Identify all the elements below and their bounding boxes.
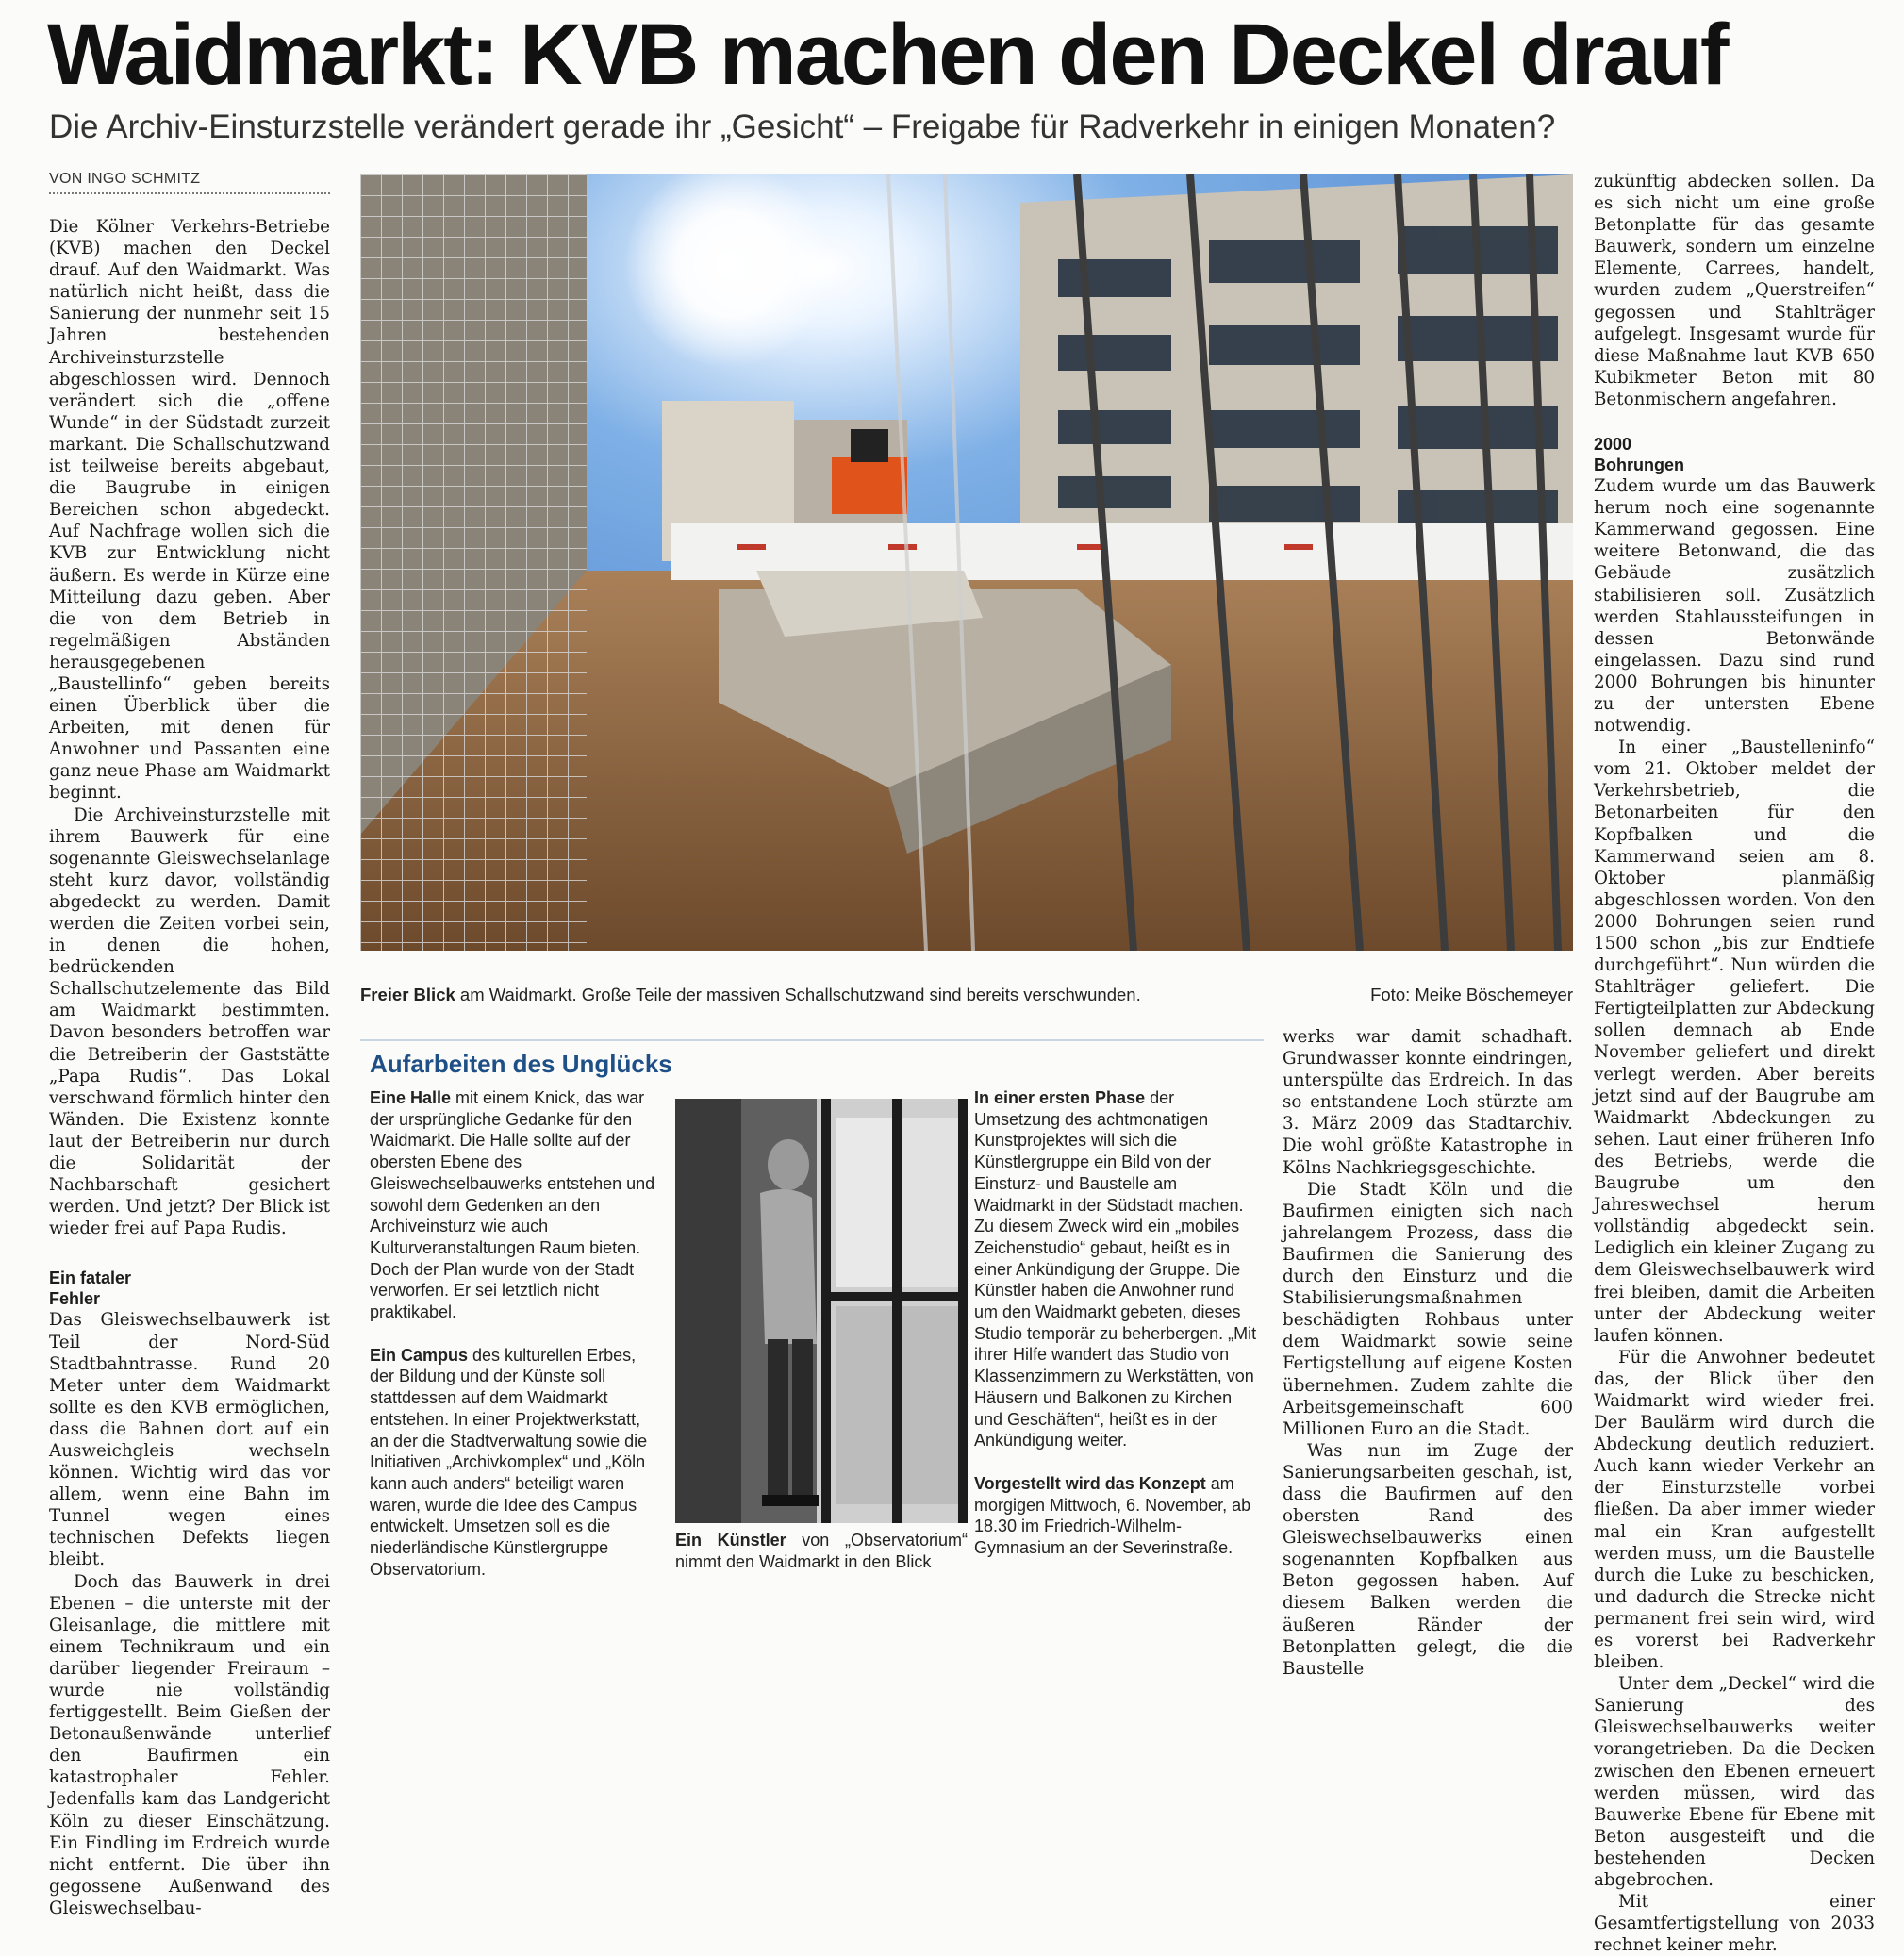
headline: Waidmarkt: KVB machen den Deckel drauf <box>47 7 1728 103</box>
box-paragraph <box>974 1087 1260 1451</box>
paragraph: In einer „Baustelleninfo“ vom 21. Oktober meldet der Verkehrsbetrieb, die Betonarbeiten für den Kopfbalken und die Kammerwand seien am 8. Oktober planmäßig abgeschlossen worden. Von den 2000 Bohrungen seien rund 1500 schon „bis zur Endtiefe durchgeführt“. Nun würden die Stahlträger geliefert. Die Fertigteilplatten zur Abdeckung sollen demnach ab Ende November geliefert und direkt verlegt werden. Aber bereits jetzt sind auf der Baugrube am Waidmarkt Abdeckungen zu sehen. Laut einer früheren Info des Betriebs, werde die Baugrube um den Jahreswechsel herum vollständig abgedeckt sein. Lediglich ein kleiner Zugang zu dem Gleiswechselbauwerk wird frei bleiben, damit die Arbeiten unter der Abdeckung weiter laufen können. <box>1594 738 1875 1346</box>
subheading: 2000 Bohrungen <box>1594 435 1684 475</box>
paragraph: Zudem wurde um das Bauwerk herum noch eine sogenannte Kammerwand gegossen. Eine weitere Betonwand, die das Gebäude zusätzlich stabilisieren soll. Zusätzlich werden Stahlaussteifungen in dessen Betonwände eingelassen. Dazu sind rund 2000 Bohrungen bis hinunter zu der untersten Ebene notwendig. <box>1594 476 1875 737</box>
artist-caption <box>675 1530 968 1572</box>
photo-caption <box>360 985 1573 1005</box>
box-column-a <box>370 1087 657 1601</box>
box-paragraph <box>974 1473 1260 1559</box>
paragraph: Die Archiveinsturzstelle mit ihrem Bauwerk für eine sogenannte Gleiswechselanlage steht kurz davor, vollständig abgedeckt zu werden. Damit werden die Zeiten vorbei sein, in denen die hohen, bedrückenden Schallschutzelemente das Bild am Waidmarkt bestimmten. Davon besonders betroffen war die Betreiberin der Gaststätte „Papa Rudis“. Das Lokal verschwand förmlich hinter den Wänden. Die Existenz konnte laut der Betreiberin nur durch die Solidarität der Nachbarschaft gesichert werden. Und jetzt? Der Blick ist wieder frei auf Papa Rudis. <box>49 804 330 1239</box>
byline: VON INGO SCHMITZ <box>49 171 330 194</box>
paragraph: Unter dem „Deckel“ wird die Sanierung des Gleiswechselbauwerks weiter vorangetrieben. Da die Decken zwischen den Ebenen erneuert werden müssen, wird das Bauwerke Ebene für Ebene mit Beton ausgesteift und die bestehenden Decken abgebrochen. <box>1594 1674 1875 1891</box>
subheadline: Die Archiv-Einsturzstelle verändert gerade ihr „Gesicht“ – Freigabe für Radverkehr in einigen Monaten? <box>49 108 1556 145</box>
box-paragraph <box>370 1087 657 1323</box>
article-column-4 <box>1283 1026 1573 1680</box>
paragraph: zukünftig abdecken sollen. Da es sich nicht um eine große Betonplatte für das gesamte Bauwerk, sondern um einzelne Elemente, Carrees, handelt, wurden zudem „Querstreifen“ gegossen und Stahlträger aufgelegt. Insgesamt wurde für diese Maßnahme laut KVB 650 Kubikmeter Beton mit 80 Betonmischern angefahren. <box>1594 172 1875 409</box>
box-paragraph <box>370 1345 657 1581</box>
construction-site-illustration <box>360 174 1573 951</box>
box-text: mit einem Knick, das war der ursprüngliche Gedanke für den Waidmarkt. Die Halle sollte auf der obersten Ebene des Gleiswechselbauwerks entstehen und sowohl dem Gedenken an den Archiveinsturz wie auch Kulturveranstaltungen Raum bieten. Doch der Plan wurde von der Stadt verworfen. Er sei letztlich nicht praktikabel. <box>370 1088 655 1322</box>
caption-text: am Waidmarkt. Große Teile der massiven Schallschutzwand sind bereits verschwunden. <box>455 985 1141 1004</box>
box-divider <box>360 1039 1264 1041</box>
photo-credit: Foto: Meike Böschemeyer <box>1370 985 1573 1004</box>
artist-caption-lead: Ein Künstler <box>675 1531 786 1550</box>
box-lead: Vorgestellt wird das Konzept <box>974 1473 1206 1493</box>
box-text: am morgigen Mittwoch, 6. November, ab 18.30 im Friedrich-Wilhelm-Gymnasium an der Severinstraße. <box>974 1473 1251 1558</box>
construction-site-photo <box>360 174 1573 951</box>
box-lead: In einer ersten Phase <box>974 1088 1146 1107</box>
paragraph: Was nun im Zuge der Sanierungsarbeiten geschah, ist, dass die Baufirmen auf den obersten Rand des Gleiswechselbauwerks einen sogenannten Kopfbalken aus Beton gegossen haben. Auf diesem Balken werden die äußeren Ränder der Betonplatten gelegt, die die Baustelle <box>1283 1440 1573 1679</box>
artist-photo <box>675 1099 968 1523</box>
paragraph: Doch das Bauwerk in drei Ebenen – die unterste mit der Gleisanlage, die mittlere mit einem Technikraum und ein darüber liegender Freiraum – wurde nie vollständig fertiggestellt. Beim Gießen der Betonaußenwände unterlief den Baufirmen ein katastrophaler Fehler. Jedenfalls kam das Landgericht Köln zu dieser Einschätzung. Ein Findling im Erdreich wurde nicht entfernt. Die über ihn gegossene Außenwand des Gleiswechselbau- <box>49 1571 330 1918</box>
box-text: des kulturellen Erbes, der Bildung und der Künste soll stattdessen auf dem Waidmarkt entstehen. In einer Projektwerkstatt, an der die Stadtverwaltung sowie die Initiativen „Archivkomplex“ und „Köln kann auch anders“ beteiligt waren waren, wurde die Idee des Campus entwickelt. Umsetzen soll es die niederländische Künstlergruppe Observatorium. <box>370 1345 648 1579</box>
caption-lead: Freier Blick <box>360 985 455 1004</box>
paragraph: werks war damit schadhaft. Grundwasser konnte eindringen, unterspülte das Erdreich. In das so entstandene Loch stürzte am 3. März 2009 das Stadtarchiv. Die wohl größte Katastrophe in Kölns Nachkriegsgeschichte. <box>1283 1027 1573 1178</box>
paragraph: Für die Anwohner bedeutet das, der Blick über den Waidmarkt wird wieder frei. Der Baulärm wird durch die Abdeckung deutlich reduziert. Auch kann wieder Verkehr an der Einsturzstelle vorbei fließen. Da aber immer wieder mal ein Kran aufgestellt werden muss, um die Baustelle durch die Luke zu beschicken, und dadurch die Strecke nicht permanent frei sein wird, wird es vorerst bei Radverkehr bleiben. <box>1594 1347 1875 1673</box>
paragraph: Die Kölner Verkehrs-Betriebe (KVB) machen den Deckel drauf. Auf den Waidmarkt. Was natürlich nicht heißt, dass die Sanierung der nunmehr seit 15 Jahren bestehenden Archiveinsturzstelle abgeschlossen wird. Dennoch verändert sich die „offene Wunde“ in der Südstadt zurzeit markant. Die Schallschutzwand ist teilweise bereits abgebaut, die Baugrube in einigen Bereichen schon abgedeckt. Auf Nachfrage wollen sich die KVB zur Entwicklung nicht äußern. Es werde in Kürze eine Mitteilung dazu geben. Aber die von dem Betrieb in regelmäßigen Abständen herausgegebenen „Baustellinfo“ geben bereits einen Überblick über die Arbeiten, mit denen für Anwohner und Passanten eine ganz neue Phase am Waidmarkt beginnt. <box>49 217 330 804</box>
box-text: der Umsetzung des achtmonatigen Kunstprojektes will sich die Künstlergruppe ein Bild von der Einsturz- und Baustelle am Waidmarkt in der Südstadt machen. Zu diesem Zweck wird ein „mobiles Zeichenstudio“ gebaut, heißt es in einer Ankündigung der Gruppe. Die Künstler haben die Anwohner rund um den Waidmarkt gebeten, dieses Studio temporär zu beherbergen. „Mit ihrer Hilfe wandert das Studio von Klassenzimmern zu Werkstätten, von Häusern und Balkonen zu Kirchen und Geschäften“, heißt es in der Ankündigung weiter. <box>974 1088 1257 1450</box>
article-column-1 <box>49 216 330 1919</box>
artist-illustration <box>675 1099 968 1523</box>
artist-caption-text: von „Observatorium“ nimmt den Waidmarkt in den Blick <box>675 1531 968 1571</box>
paragraph: Die Stadt Köln und die Baufirmen einigten sich nach jahrelangem Prozess, dass die Baufirmen die Sanierung des durch den Einsturz und die Stabilisierungsmaßnahmen beschädigten Rohbaus unter dem Waidmarkt sowie seine Fertigstellung auf eigene Kosten übernehmen. Zudem zahlte die Arbeitsgemeinschaft 600 Millionen Euro an die Stadt. <box>1283 1179 1573 1439</box>
paragraph: Mit einer Gesamtfertigstellung von 2033 rechnet keiner mehr. <box>1594 1892 1875 1956</box>
box-lead: Eine Halle <box>370 1088 452 1107</box>
paragraph: Das Gleiswechselbauwerk ist Teil der Nord-Süd Stadtbahntrasse. Rund 20 Meter unter dem Waidmarkt sollte es den KVB ermöglichen, dass die Bahnen dort auf ein Ausweichgleis wechseln können. Wichtig wird das vor allem, wenn eine Bahn im Tunnel wegen eines technischen Defekts liegen bleibt. <box>49 1310 330 1570</box>
box-lead: Ein Campus <box>370 1345 469 1365</box>
box-title: Aufarbeiten des Unglücks <box>370 1050 672 1078</box>
subheading: Ein fataler Fehler <box>49 1268 132 1309</box>
box-column-b <box>974 1087 1260 1581</box>
article-column-5 <box>1594 171 1875 1956</box>
